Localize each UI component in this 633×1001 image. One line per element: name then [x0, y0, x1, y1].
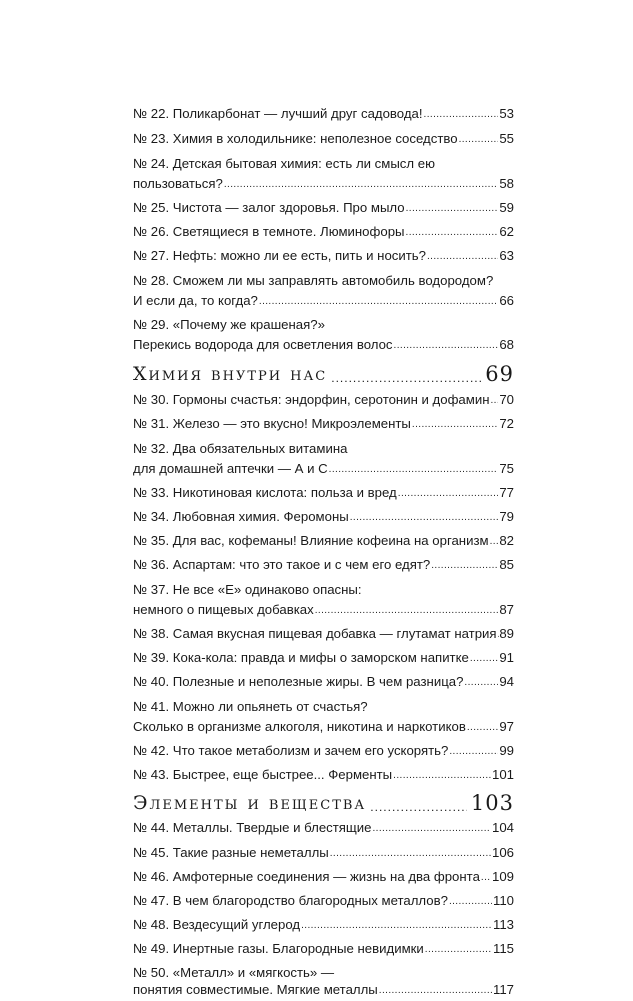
toc-entry — [133, 507, 514, 527]
toc-entry-title: пользоваться? — [133, 176, 223, 191]
toc-entry — [133, 765, 514, 785]
dot-leader — [427, 248, 498, 266]
dot-leader — [425, 941, 492, 959]
toc-entry — [133, 439, 514, 459]
toc-entry-page: 97 — [499, 719, 514, 734]
toc-entry-page: 89 — [499, 626, 514, 641]
section-heading-page: 69 — [485, 362, 514, 386]
toc-entry — [133, 980, 514, 1000]
section-heading-title: Элементы и вещества — [133, 792, 367, 814]
toc-entry-title: немного о пищевых добавках — [133, 602, 314, 617]
dot-leader — [424, 106, 499, 124]
toc-entry — [133, 531, 514, 551]
section-heading-title: Химия внутри нас — [133, 363, 328, 385]
toc-entry-page: 106 — [491, 845, 514, 860]
toc-entry — [133, 390, 514, 410]
dot-leader — [459, 131, 499, 149]
toc-entry-page: 109 — [491, 869, 514, 884]
toc-entry-page: 66 — [499, 293, 514, 308]
toc-entry-title: № 35. Для вас, кофеманы! Влияние кофеина на организм — [133, 533, 489, 548]
toc-entry — [133, 891, 514, 911]
toc-entry-title: № 38. Самая вкусная пищевая добавка — глутамат натрия — [133, 626, 497, 641]
toc-entry-page: 58 — [499, 176, 514, 191]
toc-entry-page: 87 — [499, 602, 514, 617]
dot-leader — [470, 650, 498, 668]
toc-entry-title: № 23. Химия в холодильнике: неполезное соседство — [133, 131, 458, 146]
toc-entry-title: № 45. Такие разные неметаллы — [133, 845, 329, 860]
dot-leader — [406, 224, 499, 242]
dot-leader — [490, 392, 498, 410]
toc-entry-page: 117 — [492, 982, 514, 997]
toc-entry-title: № 37. Не все «Е» одинаково опасны: — [133, 582, 362, 597]
toc-entry-title: № 50. «Металл» и «мягкость» — — [133, 965, 335, 980]
toc-entry-page: 79 — [499, 509, 514, 524]
toc-entry-page: 59 — [499, 200, 514, 215]
toc-entry-title: № 28. Сможем ли мы заправлять автомобиль водородом? — [133, 273, 494, 288]
dot-leader — [490, 533, 499, 551]
toc-entry-title: для домашней аптечки — А и С — [133, 461, 328, 476]
section-heading — [133, 360, 514, 388]
toc-entry — [133, 483, 514, 503]
toc-entry — [133, 129, 514, 149]
dot-leader — [259, 293, 498, 311]
dot-leader — [398, 485, 499, 503]
dot-leader — [467, 719, 498, 737]
toc-entry-title: № 24. Детская бытовая химия: есть ли смысл ею — [133, 156, 435, 171]
toc-entry-page: 99 — [499, 743, 514, 758]
toc-entry-title: № 46. Амфотерные соединения — жизнь на два фронта — [133, 869, 480, 884]
dot-leader — [329, 461, 499, 479]
toc-entry — [133, 555, 514, 575]
dot-leader — [394, 337, 499, 355]
toc-entry-title: № 31. Железо — это вкусно! Микроэлементы — [133, 416, 411, 431]
toc-entry-title: № 32. Два обязательных витамина — [133, 441, 348, 456]
toc-entry-title: № 48. Вездесущий углерод — [133, 917, 301, 932]
toc-entry-page: 82 — [499, 533, 514, 548]
toc-entry — [133, 843, 514, 863]
toc-entry-title: понятия совместимые. Мягкие металлы — [133, 982, 378, 997]
toc-entry — [133, 580, 514, 600]
toc-entry-page: 77 — [499, 485, 514, 500]
toc-entry-page: 70 — [499, 392, 514, 407]
toc-entry-page: 110 — [492, 893, 514, 908]
toc-entry-title: И если да, то когда? — [133, 293, 258, 308]
dot-leader — [393, 767, 491, 785]
toc-entry-title: Перекись водорода для осветления волос — [133, 337, 393, 352]
toc-entry — [133, 915, 514, 935]
toc-entry-page: 104 — [491, 820, 514, 835]
toc-entry-page: 101 — [491, 767, 514, 782]
toc-entry-page: 113 — [492, 917, 514, 932]
toc-entry-page: 91 — [499, 650, 514, 665]
toc-entry-page: 72 — [499, 416, 514, 431]
toc-entry — [133, 741, 514, 761]
dot-leader — [330, 845, 491, 863]
toc-entry-page: 94 — [499, 674, 514, 689]
toc-entry — [133, 600, 514, 620]
toc-entry — [133, 459, 514, 479]
toc-entry-title: Сколько в организме алкоголя, никотина и наркотиков — [133, 719, 466, 734]
toc-entry — [133, 818, 514, 838]
toc-entry-page: 53 — [499, 106, 514, 121]
toc-entry-title: № 29. «Почему же крашеная?» — [133, 317, 325, 332]
toc-entry-title: № 30. Гормоны счастья: эндорфин, серотонин и дофамин — [133, 392, 490, 407]
toc-entry-title: № 39. Кока-кола: правда и мифы о заморском напитке — [133, 650, 469, 665]
toc-entry — [133, 315, 514, 335]
toc-entry — [133, 198, 514, 218]
toc-entry-title: № 41. Можно ли опьянеть от счастья? — [133, 699, 368, 714]
toc-entry — [133, 717, 514, 737]
dot-leader — [449, 893, 492, 911]
toc-entry-page: 62 — [499, 224, 514, 239]
toc-entry-title: № 22. Поликарбонат — лучший друг садовода! — [133, 106, 423, 121]
dot-leader — [431, 557, 498, 575]
toc-entry — [133, 222, 514, 242]
toc-entry — [133, 697, 514, 717]
toc-entry-page: 75 — [499, 461, 514, 476]
toc-entry-page: 68 — [499, 337, 514, 352]
toc-entry-title: № 26. Светящиеся в темноте. Люминофоры — [133, 224, 405, 239]
toc-entry — [133, 174, 514, 194]
toc-entry — [133, 672, 514, 692]
toc-entry — [133, 867, 514, 887]
toc-entry-title: № 43. Быстрее, еще быстрее... Ферменты — [133, 767, 393, 782]
dot-leader — [464, 674, 498, 692]
dot-leader — [331, 368, 481, 388]
section-heading-page: 103 — [470, 791, 514, 815]
toc-entry-page: 115 — [492, 941, 514, 956]
section-heading — [133, 789, 514, 817]
toc-entry — [133, 335, 514, 355]
toc-entry — [133, 154, 514, 174]
toc-entry-title: № 25. Чистота — залог здоровья. Про мыло — [133, 200, 405, 215]
toc-entry-page: 85 — [499, 557, 514, 572]
toc-entry — [133, 648, 514, 668]
toc-entry-title: № 36. Аспартам: что это такое и с чем его едят? — [133, 557, 431, 572]
toc-entry — [133, 271, 514, 291]
toc-entry-title: № 44. Металлы. Твердые и блестящие — [133, 820, 372, 835]
toc-entry — [133, 624, 514, 644]
dot-leader — [412, 416, 498, 434]
toc-entry-title: № 47. В чем благородство благородных металлов? — [133, 893, 448, 908]
dot-leader — [406, 200, 499, 218]
toc-entry-title: № 49. Инертные газы. Благородные невидимки — [133, 941, 424, 956]
dot-leader — [315, 602, 499, 620]
dot-leader — [481, 869, 491, 887]
toc-entry-title: № 34. Любовная химия. Феромоны — [133, 509, 349, 524]
toc-entry — [133, 939, 514, 959]
toc-entry — [133, 414, 514, 434]
toc-entry-title: № 40. Полезные и неполезные жиры. В чем разница? — [133, 674, 464, 689]
dot-leader — [379, 982, 492, 1000]
dot-leader — [449, 743, 498, 761]
toc-entry — [133, 291, 514, 311]
toc-entry-title: № 42. Что такое метаболизм и зачем его ускорять? — [133, 743, 449, 758]
toc-entry-page: 63 — [499, 248, 514, 263]
toc-entry-title: № 27. Нефть: можно ли ее есть, пить и носить? — [133, 248, 426, 263]
toc-entry-page: 55 — [499, 131, 514, 146]
dot-leader — [301, 917, 492, 935]
dot-leader — [370, 797, 467, 817]
toc-entry — [133, 104, 514, 124]
dot-leader — [350, 509, 499, 527]
toc-entry — [133, 246, 514, 266]
dot-leader — [372, 820, 491, 838]
dot-leader — [224, 176, 498, 194]
toc-entry-title: № 33. Никотиновая кислота: польза и вред — [133, 485, 397, 500]
dot-leader — [498, 626, 499, 644]
